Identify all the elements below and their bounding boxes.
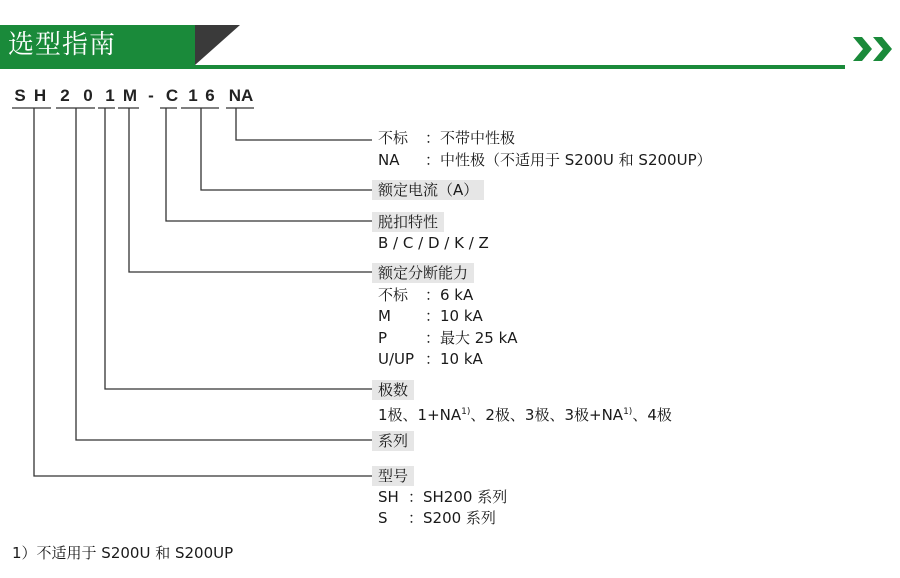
breaking-value: ：6 kA (425, 286, 474, 304)
model-value: ：S200 系列 (408, 509, 496, 527)
breaking-value: ：最大 25 kA (425, 329, 518, 347)
code-char-1: 1 (105, 86, 115, 105)
code-char-c: C (165, 86, 179, 105)
footnote-ref: 1) (623, 407, 633, 417)
page-title: 选型指南 (8, 30, 117, 60)
code-char-6: 6 (205, 86, 215, 105)
breaking-key: 不标 (378, 286, 409, 304)
model-key: SH (378, 488, 399, 506)
code-char-dash: - (148, 86, 154, 105)
breaking-capacity-label: 额定分断能力 (372, 263, 474, 283)
poles-text-3: 、4极 (632, 406, 672, 424)
rated-current-label: 额定电流（A） (372, 180, 484, 200)
code-char-na: NA (228, 86, 254, 105)
neutral-value-2: ：中性极（不适用于 S200U 和 S200UP） (425, 151, 712, 169)
neutral-key-1: 不标 (378, 129, 409, 147)
code-char-0: 0 (83, 86, 93, 105)
neutral-key-2: NA (378, 151, 400, 169)
poles-label: 极数 (372, 380, 414, 400)
footnote-ref: 1) (461, 407, 471, 417)
code-char-h: H (33, 86, 47, 105)
code-char-2: 2 (60, 86, 70, 105)
code-char-1b: 1 (188, 86, 198, 105)
model-key: S (378, 509, 388, 527)
trip-curve-label: 脱扣特性 (372, 212, 444, 232)
breaking-key: M (378, 307, 391, 325)
breaking-value: ：10 kA (425, 350, 483, 368)
poles-text-2: 、2极、3极、3极+NA (470, 406, 624, 424)
poles-values (378, 402, 672, 425)
poles-text-1: 1极、1+NA (378, 406, 462, 424)
series-label: 系列 (372, 431, 414, 451)
neutral-value-1: ：不带中性极 (425, 129, 516, 147)
breaking-key: P (378, 329, 388, 347)
code-char-s: S (14, 86, 26, 105)
breaking-key: U/UP (378, 350, 415, 368)
model-label: 型号 (372, 466, 414, 486)
footnote: 1）不适用于 S200U 和 S200UP (12, 544, 234, 562)
code-char-m: M (122, 86, 138, 105)
trip-curve-values: B / C / D / K / Z (378, 234, 489, 252)
breaking-value: ：10 kA (425, 307, 483, 325)
model-value: ：SH200 系列 (408, 488, 508, 506)
